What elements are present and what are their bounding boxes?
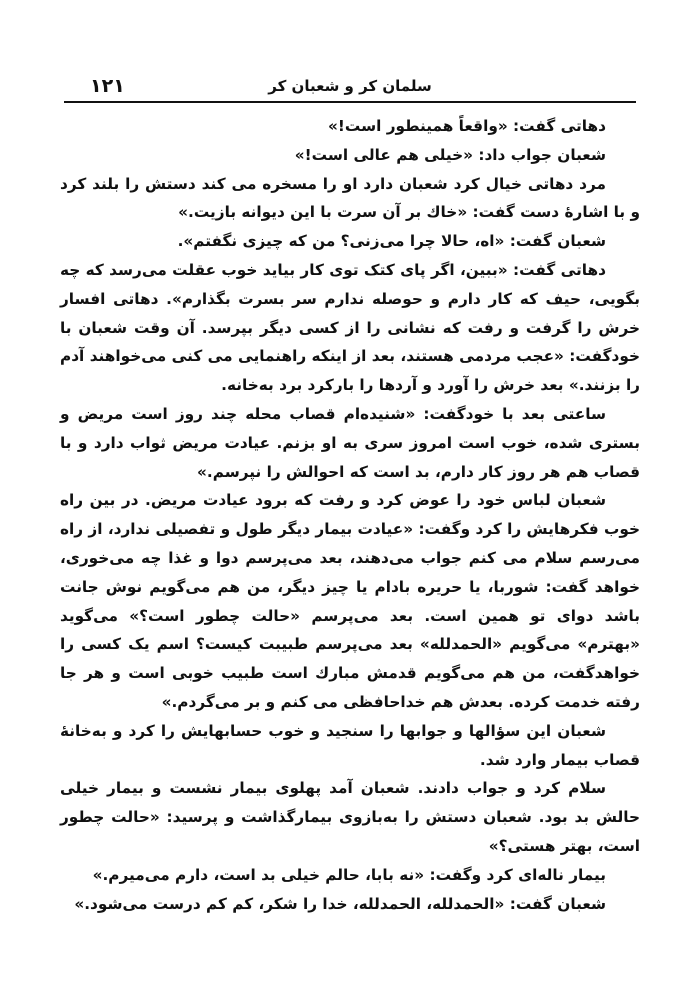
- header-rule: [64, 101, 636, 103]
- paragraph: شعبان این سؤالها و جوابها را سنجید و خوب حسابهایش را کرد و به‌خانهٔ قصاب بیمار وارد شد.: [60, 721, 640, 769]
- paragraph: ساعتی بعد با خودگفت: «شنیده‌ام قصاب محله چند روز است مریض و بستری شده، خوب است امروز سری به او بزنم. عیادت مریض ثواب دارد و با قصاب هم هر روز کار دارم، بد است که احوالش را نپرسم.»: [60, 404, 640, 481]
- paragraph: شعبان جواب داد: «خیلی هم عالی است!»: [294, 145, 606, 164]
- paragraph: دهاتی گفت: «واقعاً همینطور است!»: [328, 117, 606, 135]
- paragraph: شعبان گفت: «الحمدلله، الحمدلله، خدا را شکر، کم کم درست می‌شود.»: [74, 894, 606, 913]
- body-text: [60, 112, 640, 918]
- page-number: ۱۲۱: [90, 75, 125, 97]
- page-header: [64, 72, 636, 100]
- running-title: سلمان کر و شعبان کر: [268, 77, 432, 95]
- paragraph: شعبان گفت: «اه، حالا چرا می‌زنی؟ من که چیزی نگفتم».: [177, 232, 606, 251]
- paragraph: سلام کرد و جواب دادند. شعبان آمد پهلوی بیمار نشست و بیمار خیلی حالش بد بود. شعبان دستش را به‌بازوی بیمارگذاشت و پرسید: «حالت چطور است، بهتر هستی؟»: [60, 779, 640, 855]
- paragraph: مرد دهاتی خیال کرد شعبان دارد او را مسخره می کند دستش را بلند کرد و با اشارهٔ دست گفت: «خاك بر آن سرت با این دیوانه بازیت.»: [60, 174, 640, 222]
- paragraph: بیمار ناله‌ای کرد وگفت: «نه بابا، حالم خیلی بد است، دارم می‌میرم.»: [92, 865, 606, 884]
- paragraph: شعبان لباس خود را عوض کرد و رفت که برود عیادت مریض. در بین راه خوب فکرهایش را کرد وگفت: «عیادت بیمار دیگر طول و تفصیلی ندارد، از راه می‌رسم سلام می کنم جواب می‌دهند، بعد می‌پرسم دوا و غذا چه می‌خوری، خواهد گفت: شوربا، یا حریره بادام یا چیز دیگر، من هم می‌گویم نوش جانت باشد دوای تو همین است. بعد می‌پرسم «حالت چطور است؟» می‌گوید «بهترم» می‌گویم «الحمدلله» بعد می‌پرسم طبیبت کیست؟ اسم یک کسی را خواهدگفت، من هم می‌گویم قدمش مبارك است طبیب خوبی است و هر جا رفته خدمت کرده. بعدش هم خداحافظی می کنم و بر می‌گردم.»: [60, 491, 640, 711]
- paragraph: دهاتی گفت: «ببین، اگر پای کتک توی کار بیاید خوب عقلت می‌رسد که چه بگویی، حیف که کار دارم و حوصله ندارم سر بسرت بگذارم». دهاتی افسار خرش را گرفت و رفت که نشانی را از کسی دیگر بپرسد. آن وقت شعبان با خودگفت: «عجب مردمی هستند، بعد از اینکه راهنمایی می کنی می‌خواهند آدم را بزنند.» بعد خرش را آورد و آردها را بارکرد برد به‌خانه.: [60, 260, 640, 395]
